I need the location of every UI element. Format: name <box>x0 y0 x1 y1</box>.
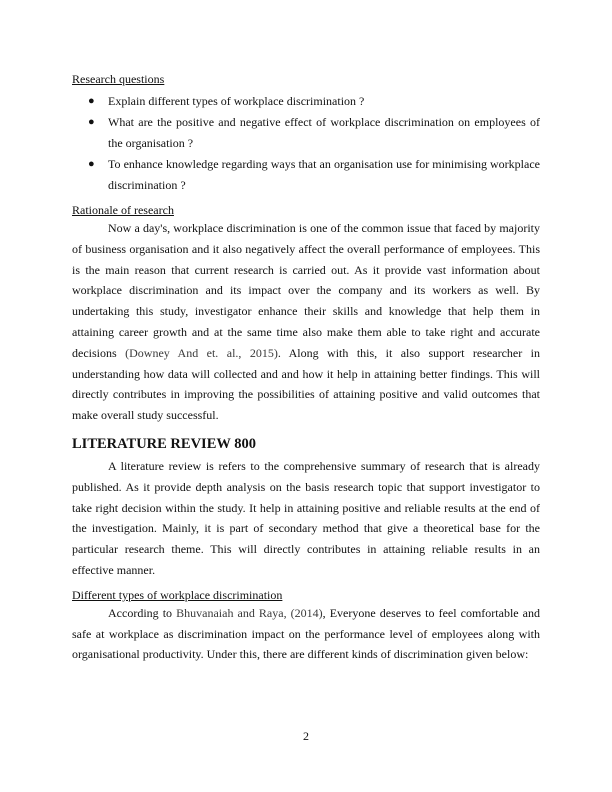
list-item-text: To enhance knowledge regarding ways that an organisation use for minimising workplace discrimination ? <box>108 157 540 192</box>
page-content <box>72 71 540 665</box>
types-text-b: , Everyone deserves to feel comfortable and safe at workplace as discrimination impact on the performance level of employees along with organisational productivity. Under this, there are different kinds of discrimination given below: <box>72 605 540 662</box>
literature-review-paragraph: A literature review is refers to the comprehensive summary of research that is already published. As it provide depth analysis on the basis research topic that support investigator to take right decision within the study. It help in attaining positive and reliable results at the end of the investigation. Mainly, it is part of secondary method that give a theoretical base for the particular research theme. This will directly contributes in attaining reliable results in an effective manner. <box>72 458 540 577</box>
list-item-text: Explain different types of workplace discrimination ? <box>108 94 365 108</box>
types-text-a: According to <box>108 605 177 620</box>
page-number: 2 <box>303 729 309 743</box>
bullet-icon: ● <box>88 116 95 128</box>
research-questions-heading: Research questions <box>72 72 165 86</box>
rationale-text-b: . Along with this, it also support researcher in understanding how data will collected and and how it help in attaining better findings. This will directly contributes in improving the possibilities of attaining positive and valid outcomes that make overall study successful. <box>72 345 540 423</box>
rationale-heading: Rationale of research <box>72 203 174 217</box>
rationale-text-a: Now a day's, workplace discrimination is one of the common issue that faced by majority of business organisation and it also negatively affect the overall performance of employees. This is the main reason that current research is carried out. As it provide vast information about workplace discrimination and its impact over the company and its workers as well. By undertaking this study, investigator enhance their skills and knowledge that help them in attaining career growth and at the same time also make them able to take right and accurate decisions <box>72 221 540 360</box>
rationale-paragraph <box>72 218 540 426</box>
list-item <box>72 112 540 154</box>
research-questions-list <box>72 91 540 196</box>
types-citation: Bhuvanaiah and Raya, (2014) <box>176 605 323 620</box>
list-item <box>72 154 540 196</box>
literature-review-heading: LITERATURE REVIEW 800 <box>72 435 256 452</box>
list-item <box>72 91 540 112</box>
bullet-icon: ● <box>88 158 95 170</box>
spacer <box>72 426 540 435</box>
list-item-text: What are the positive and negative effect of workplace discrimination on employees of the organisation ? <box>108 115 540 150</box>
types-heading: Different types of workplace discrimination <box>72 587 283 602</box>
rationale-citation: (Downey And et. al., 2015) <box>125 345 278 360</box>
bullet-icon: ● <box>88 95 95 107</box>
types-paragraph <box>72 603 540 665</box>
